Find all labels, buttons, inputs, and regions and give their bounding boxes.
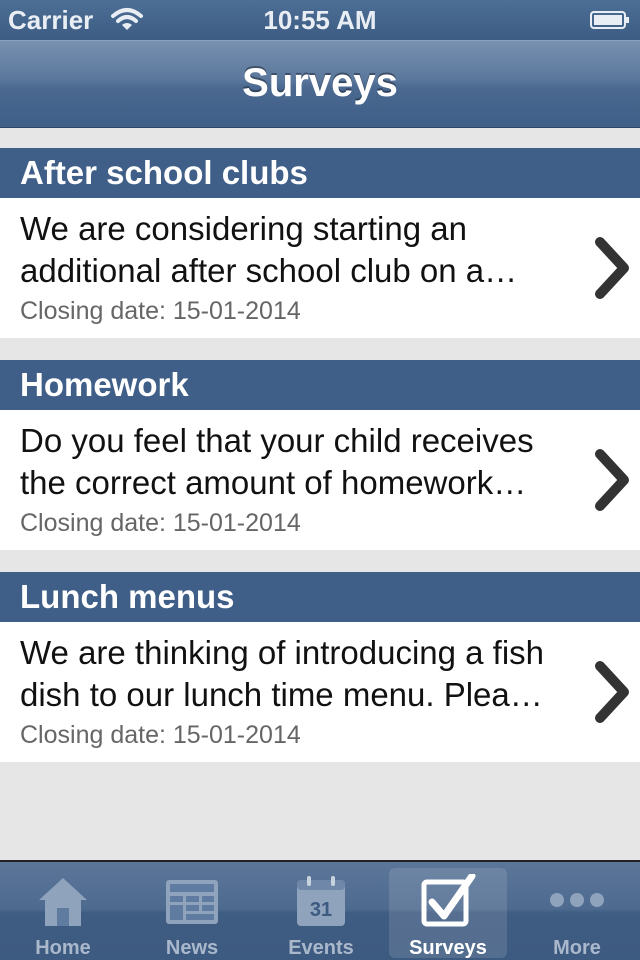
tab-label: More [553,937,601,959]
chevron-right-icon [594,448,630,512]
home-icon [35,874,91,930]
survey-row-homework[interactable] [0,410,640,550]
clock: 10:55 AM [263,5,377,35]
survey-list [0,128,640,860]
news-icon [164,874,220,930]
tab-news[interactable] [133,868,251,958]
survey-description: We are thinking of introducing a fish dish to our lunch time menu. Plea… [20,634,545,713]
tab-label: Home [35,937,91,959]
survey-row-lunch-menus[interactable] [0,622,640,762]
survey-description: We are considering starting an additional after school club on a… [20,210,518,289]
navigation-bar [0,40,640,128]
survey-section [0,148,640,338]
closing-date: Closing date: 15-01-2014 [20,721,301,749]
tab-label: News [165,937,219,959]
chevron-right-icon [594,236,630,300]
closing-date: Closing date: 15-01-2014 [20,509,301,537]
survey-section [0,572,640,762]
tab-events[interactable] [262,868,380,958]
tab-home[interactable] [4,868,122,958]
checkbox-icon [420,874,476,930]
tab-label: Surveys [409,937,487,959]
calendar-icon [293,874,349,930]
survey-row-after-school-clubs[interactable] [0,198,640,338]
page-title: Surveys [242,61,398,105]
tab-bar [0,860,640,960]
section-header: Lunch menus [0,572,640,622]
more-icon [549,874,605,930]
carrier-label: Carrier [8,5,94,35]
survey-description: Do you feel that your child receives the correct amount of homework… [20,422,534,501]
tab-more[interactable] [518,868,636,958]
chevron-right-icon [594,660,630,724]
survey-section [0,360,640,550]
status-bar [0,0,640,40]
closing-date: Closing date: 15-01-2014 [20,297,301,325]
section-header: After school clubs [0,148,640,198]
section-header: Homework [0,360,640,410]
calendar-day: 31 [309,899,333,921]
battery-icon [590,10,630,30]
tab-surveys[interactable] [389,868,507,958]
tab-label: Events [288,937,354,959]
